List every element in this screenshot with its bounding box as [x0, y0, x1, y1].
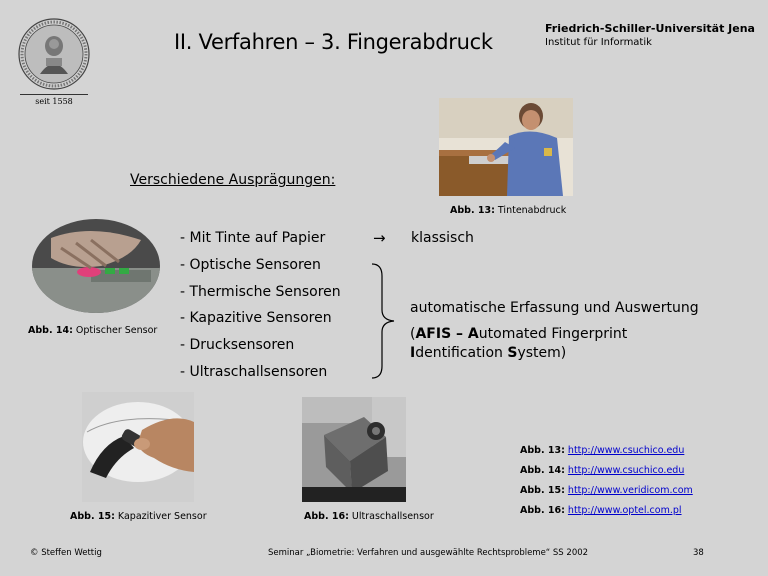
figure-ink-fingerprint-photo	[439, 98, 573, 196]
university-seal-logo	[18, 18, 90, 90]
reference-item: Abb. 14: http://www.csuchico.edu	[520, 465, 685, 476]
figure-16-caption: Abb. 16: Ultraschallsensor	[304, 511, 434, 522]
automatic-capture-label: automatische Erfassung und Auswertung	[410, 300, 699, 316]
institute-name: Institut für Informatik	[545, 37, 652, 48]
afis-definition: (AFIS – Automated Fingerprint Identification System)	[410, 326, 628, 361]
list-item: - Thermische Sensoren	[180, 283, 341, 300]
method-list	[180, 228, 341, 389]
list-item: - Ultraschallsensoren	[180, 363, 328, 380]
curly-brace-icon	[368, 262, 402, 380]
list-item: - Mit Tinte auf Papier	[180, 230, 326, 246]
page-number: 38	[693, 548, 704, 558]
reference-list	[520, 444, 693, 524]
reference-item: Abb. 16: http://www.optel.com.pl	[520, 505, 682, 516]
slide-title: II. Verfahren – 3. Fingerabdruck	[174, 30, 493, 54]
figure-15-caption: Abb. 15: Kapazitiver Sensor	[70, 511, 207, 522]
university-name: Friedrich-Schiller-Universität Jena	[545, 22, 755, 35]
footer-seminar: Seminar „Biometrie: Verfahren und ausgewählte Rechtsprobleme“ SS 2002	[268, 548, 589, 558]
reference-item: Abb. 13: http://www.csuchico.edu	[520, 445, 685, 456]
section-heading: Verschiedene Ausprägungen:	[130, 172, 336, 188]
figure-capacitive-sensor-photo	[82, 392, 194, 502]
list-item: - Kapazitive Sensoren	[180, 310, 332, 327]
figure-optical-sensor-photo	[31, 218, 161, 314]
list-item: - Drucksensoren	[180, 337, 295, 354]
right-arrow-icon: →	[373, 229, 386, 247]
reference-link[interactable]: http://www.veridicom.com	[567, 485, 693, 496]
reference-link[interactable]: http://www.optel.com.pl	[567, 505, 682, 516]
figure-14-caption: Abb. 14: Optischer Sensor	[28, 325, 158, 336]
footer-author: © Steffen Wettig	[30, 548, 102, 558]
reference-link[interactable]: http://www.csuchico.edu	[567, 445, 685, 456]
seal-since-label: seit 1558	[35, 97, 73, 106]
reference-link[interactable]: http://www.csuchico.edu	[567, 465, 685, 476]
figure-ultrasonic-sensor-photo	[302, 397, 406, 502]
reference-item: Abb. 15: http://www.veridicom.com	[520, 485, 693, 496]
classic-label: klassisch	[411, 230, 474, 246]
figure-13-caption: Abb. 13: Tintenabdruck	[450, 205, 567, 216]
list-item: - Optische Sensoren	[180, 256, 321, 273]
seal-divider	[20, 94, 88, 95]
